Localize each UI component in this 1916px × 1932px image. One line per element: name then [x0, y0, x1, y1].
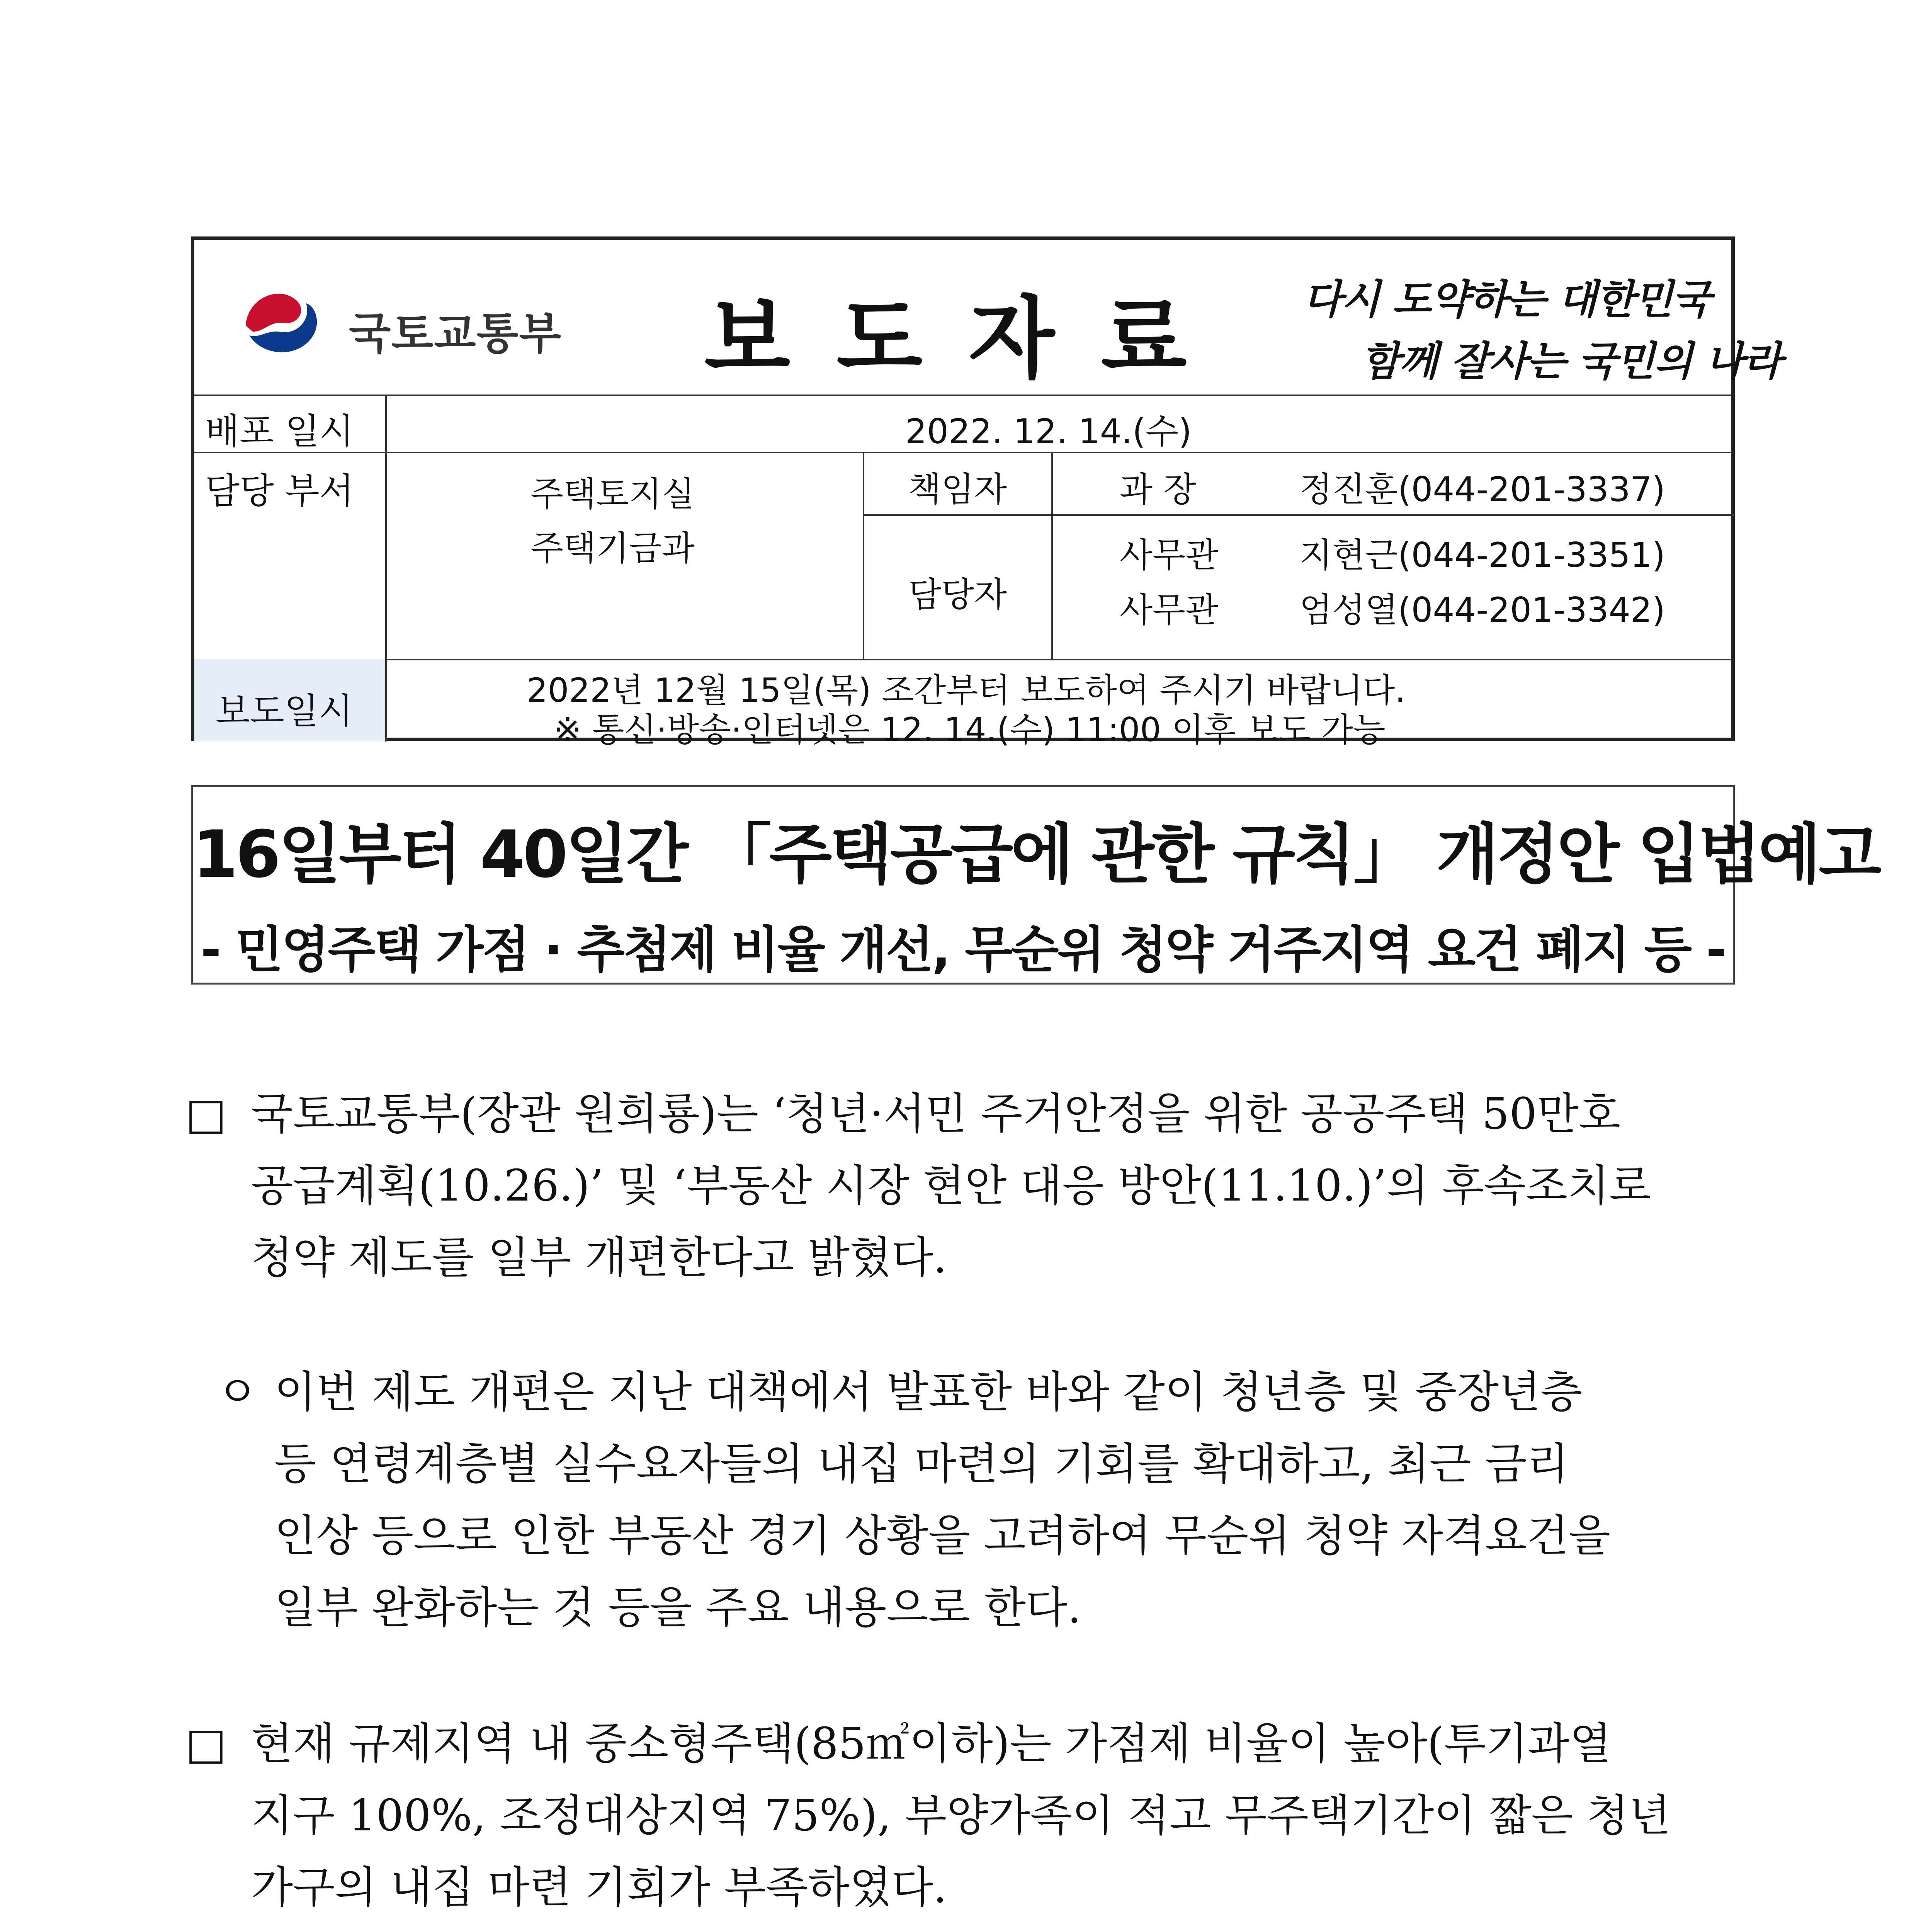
slogan-line-1: 다시 도약하는 대한민국: [1303, 276, 1710, 323]
dept-division: 주택기금과: [530, 528, 695, 568]
embargo-label-cell: [194, 659, 387, 742]
distribution-label: 배포 일시: [205, 411, 354, 452]
contact-label: 담당자: [908, 575, 1007, 614]
square-bullet-icon: □: [185, 1719, 226, 1769]
embargo-text: 2022년 12월 15일(목) 조간부터 보도하여 주시기 바랍니다.: [527, 671, 1406, 710]
distribution-label-cell: [194, 395, 387, 452]
responsible-label: 책임자: [908, 469, 1007, 509]
embargo-label: 보도일시: [216, 690, 353, 732]
paragraph-line: 국토교통부(장관 원희룡)는 ‘청년·서민 주거안정을 위한 공공주택 50만호: [251, 1089, 1621, 1139]
department-row: [194, 452, 1731, 660]
org-name: 국토교통부: [349, 309, 562, 359]
taegeuk-emblem-icon: [237, 277, 326, 366]
distribution-date: 2022. 12. 14.(수): [905, 412, 1192, 451]
embargo-note: ※ 통신·방송·인터넷은 12. 14.(수) 11:00 이후 보도 가능: [554, 711, 1386, 749]
paragraph-line: 공급계획(10.26.)’ 및 ‘부동산 시장 현안 대응 방안(11.10.)’의 후속조치로: [251, 1161, 1651, 1211]
doc-type-title: 보도자료: [704, 287, 1233, 391]
circle-bullet-icon: ㅇ: [216, 1367, 258, 1417]
paragraph-line: 청약 제도를 일부 개편한다고 밝혔다.: [251, 1233, 947, 1283]
paragraph-line: 이번 제도 개편은 지난 대책에서 발표한 바와 같이 청년층 및 중장년층: [274, 1367, 1583, 1417]
press-release-header-table: [191, 236, 1782, 749]
headline-subtitle: - 민영주택 가점 · 추첨제 비율 개선, 무순위 청약 거주지역 요건 폐지 등 -: [201, 921, 1725, 979]
slogan-line-2: 함께 잘사는 국민의 나라: [1361, 337, 1782, 385]
divider: [863, 514, 1735, 516]
paragraph-line: 인상 등으로 인한 부동산 경기 상황을 고려하여 무순위 청약 자격요건을: [274, 1511, 1610, 1561]
ministry-logo: [237, 273, 623, 366]
divider: [1051, 452, 1053, 659]
contact-name-phone: 정진훈(044-201-3337): [1299, 469, 1666, 509]
dept-label-cell: [194, 452, 387, 659]
paragraph-line: 등 연령계층별 실수요자들의 내집 마련의 기회를 확대하고, 최근 금리: [274, 1439, 1569, 1489]
headline-box: [191, 785, 1879, 985]
paragraph-line: 가구의 내집 마련 기회가 부족하였다.: [251, 1862, 947, 1913]
dept-label: 담당 부서: [205, 470, 354, 512]
contact-name-phone: 엄성열(044-201-3342): [1299, 590, 1666, 630]
contact-title: 사무관: [1120, 590, 1219, 630]
contact-title: 과 장: [1120, 469, 1196, 509]
headline-title: 16일부터 40일간 「주택공급에 관한 규칙」 개정안 입법예고: [193, 816, 1879, 892]
square-bullet-icon: □: [185, 1089, 226, 1139]
distribution-date-row: [194, 395, 1731, 453]
contact-name-phone: 지현근(044-201-3351): [1299, 535, 1666, 575]
paragraph-line: 일부 완화하는 것 등을 주요 내용으로 한다.: [274, 1583, 1081, 1633]
paragraph-line: 현재 규제지역 내 중소형주택(85㎡이하)는 가점제 비율이 높아(투기과열: [251, 1719, 1612, 1769]
embargo-row: [194, 659, 1731, 749]
government-slogan: [1303, 267, 1782, 387]
divider: [863, 452, 864, 659]
paragraph-line: 지구 100%, 조정대상지역 75%), 부양가족이 적고 무주택기간이 짧은 청년: [251, 1791, 1671, 1841]
header-title-row: [194, 240, 1782, 396]
contact-title: 사무관: [1120, 535, 1219, 575]
dept-office: 주택토지실: [530, 474, 695, 514]
